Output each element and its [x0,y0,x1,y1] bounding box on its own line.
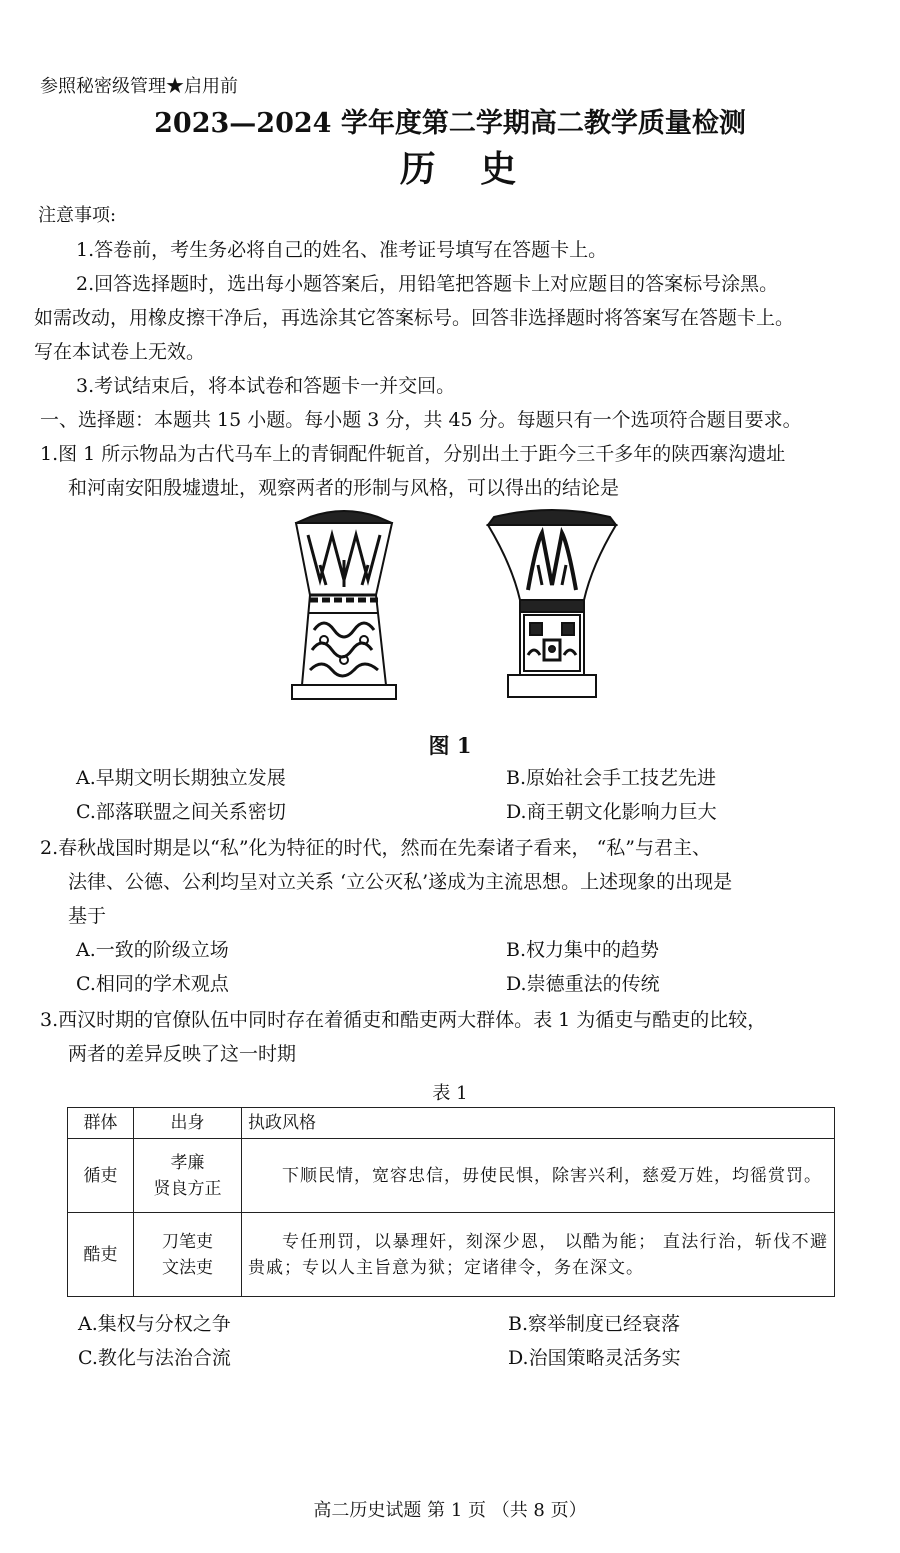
origin-line: 刀笔吏 [162,1231,213,1252]
table-header-style: 执政风格 [242,1108,835,1139]
table-cell-group: 循吏 [68,1139,134,1213]
origin-line: 文法吏 [162,1257,213,1278]
notice-item-3: 3.考试结束后，将本试卷和答题卡一并交回。 [76,375,456,397]
notice-item-2-line-2: 如需改动，用橡皮擦干净后，再选涂其它答案标号。回答非选择题时将答案写在答题卡上。 [34,307,795,329]
q3-option-a[interactable]: A.集权与分权之争 [78,1313,231,1335]
notice-heading: 注意事项: [38,205,117,226]
table-1-caption: 表 1 [432,1083,468,1104]
table-header-origin: 出身 [134,1108,242,1139]
notice-item-2-line-1: 2.回答选择题时，选出每小题答案后，用铅笔把答题卡上对应题目的答案标号涂黑。 [76,273,779,295]
figure-1-caption: 图 1 [428,733,472,758]
table-cell-origin [134,1139,242,1213]
q3-option-c[interactable]: C.教化与法治合流 [78,1347,231,1369]
q2-option-c[interactable]: C.相同的学术观点 [76,973,229,995]
q2-option-b[interactable]: B.权力集中的趋势 [506,939,660,961]
question-3-line-2: 两者的差异反映了这一时期 [68,1043,297,1065]
question-3-line-1: 3.西汉时期的官僚队伍中同时存在着循吏和酷吏两大群体。表 1 为循吏与酷吏的比较， [40,1009,767,1031]
question-2-line-1: 2.春秋战国时期是以“私”化为特征的时代，然而在先秦诸子看来， “私”与君主、 [40,837,712,859]
figure-1-bronze-yoke-heads [280,505,630,705]
table-1 [67,1107,835,1297]
q1-option-b[interactable]: B.原始社会手工技艺先进 [506,767,717,789]
question-1-line-2: 和河南安阳殷墟遗址，观察两者的形制与风格，可以得出的结论是 [68,477,620,499]
table-header-row [68,1108,835,1139]
confidentiality-note: 参照秘密级管理★启用前 [40,76,238,97]
table-header-group: 群体 [68,1108,134,1139]
q3-option-b[interactable]: B.察举制度已经衰落 [508,1313,681,1335]
table-row [68,1139,835,1213]
question-2-line-2: 法律、公德、公利均呈对立关系 ‘立公灭私’遂成为主流思想。上述现象的出现是 [68,871,733,893]
table-cell-group: 酷吏 [68,1213,134,1297]
page-footer: 高二历史试题 第 1 页 （共 8 页） [313,1500,587,1521]
table-cell-origin [134,1213,242,1297]
q1-option-a[interactable]: A.早期文明长期独立发展 [76,767,286,789]
q2-option-d[interactable]: D.崇德重法的传统 [506,973,660,995]
notice-item-1: 1.答卷前，考生务必将自己的姓名、准考证号填写在答题卡上。 [76,239,608,261]
q2-option-a[interactable]: A.一致的阶级立场 [76,939,229,961]
q3-option-d[interactable]: D.治国策略灵活务实 [508,1347,681,1369]
yoke-head-left-illustration [292,511,396,699]
yoke-head-right-illustration [488,510,616,697]
q1-option-d[interactable]: D.商王朝文化影响力巨大 [506,801,717,823]
table-cell-style: 专任刑罚，以暴理奸，刻深少恩， 以酷为能； 直法行治，斩伐不避贵戚；专以人主旨意为狱；定诸律令，务在深文。 [242,1213,835,1297]
origin-line: 孝廉 [170,1152,205,1173]
notice-item-2-line-3: 写在本试卷上无效。 [34,341,206,363]
table-cell-style: 下顺民情，宽容忠信，毋使民惧，除害兴利，慈爱万姓，均徭赏罚。 [242,1139,835,1213]
origin-line: 贤良方正 [153,1178,222,1199]
question-2-line-3: 基于 [68,905,107,927]
q1-option-c[interactable]: C.部落联盟之间关系密切 [76,801,286,823]
section-heading: 一、选择题：本题共 15 小题。每小题 3 分，共 45 分。每题只有一个选项符合题目要求。 [40,409,802,431]
exam-title: 2023—2024 学年度第二学期高二教学质量检测 [154,108,746,139]
question-1-line-1: 1.图 1 所示物品为古代马车上的青铜配件轭首，分别出土于距今三千多年的陕西寨沟遗址 [40,443,786,465]
table-row [68,1213,835,1297]
subject-title: 历 史 [399,148,533,190]
